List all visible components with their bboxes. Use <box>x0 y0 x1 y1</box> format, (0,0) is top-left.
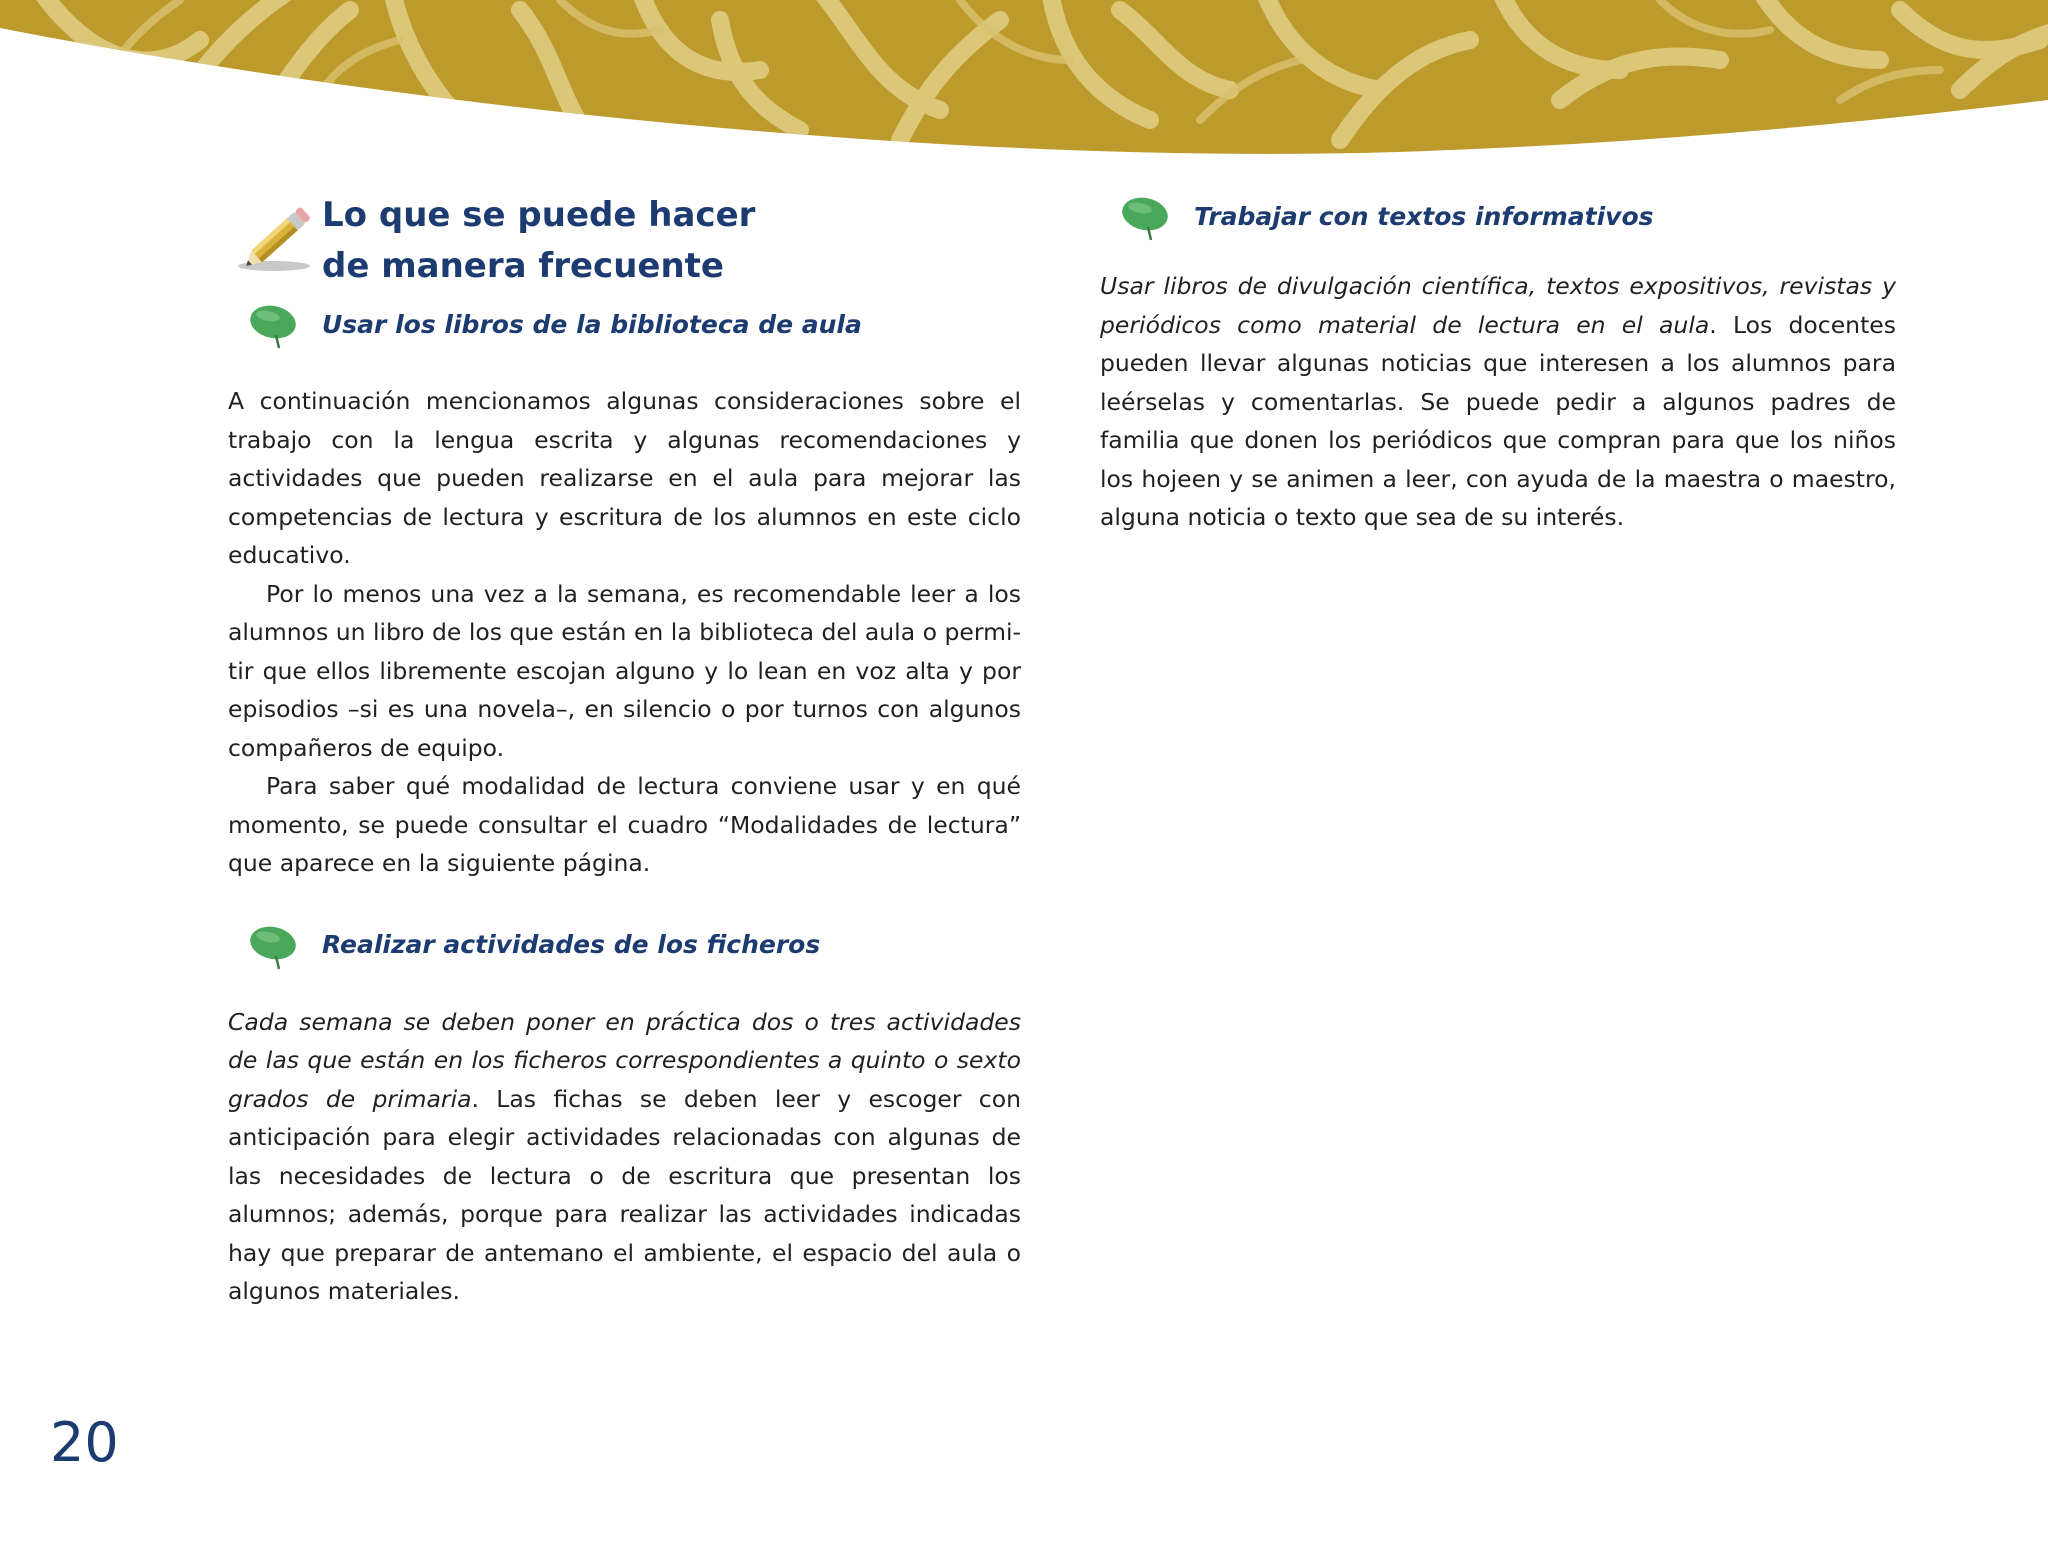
right-column <box>1100 190 1896 537</box>
left-column <box>228 190 1021 1311</box>
paragraph-text: . Las fichas se deben leer y escoger con anticipación para elegir actividades relacionadas con algunas de las necesidades de lectura o de escritura que presentan los alumnos; además, porque para realizar las actividades indicadas hay que preparar de antemano el ambiente, el espacio del aula o algunos materiales. <box>228 1084 1021 1305</box>
section-heading-textos <box>1100 190 1896 242</box>
section-title-textos: Trabajar con textos informativos <box>1194 201 1654 231</box>
paragraph: Por lo menos una vez a la semana, es recomendable leer a los alumnos un libro de los que están en la biblioteca del aula o permitir que ellos libremente escojan alguno y lo lean en voz alta y por episodios –si es una novela–, en silencio o por turnos con algunos compañeros de equipo. <box>228 579 1021 762</box>
leaf-icon <box>246 302 302 350</box>
paragraph: Para saber qué modalidad de lectura conviene usar y en qué momento, se puede consultar el cuadro “Modalidades de lectura” que aparece en la siguiente página. <box>228 772 1021 877</box>
paragraph-text: . Los docentes pueden llevar algunas noticias que interesen a los alumnos para leérselas y comentarlas. Se puede pedir a algunos padres de familia que donen los periódicos que compran para que los niños los hojeen y se animen a leer, con ayuda de la maestra o maestro, alguna noticia o texto que sea de su interés. <box>1100 310 1896 531</box>
leaf-icon <box>1118 194 1174 242</box>
main-heading-line2: de manera frecuente <box>322 246 724 286</box>
section-title-ficheros: Realizar actividades de los ficheros <box>322 930 821 959</box>
leaf-icon <box>246 923 302 971</box>
page-number: 20 <box>50 1411 119 1474</box>
header-banner <box>0 0 2048 170</box>
section-heading-ficheros <box>228 919 1021 971</box>
paragraph: A continuación mencionamos algunas consideraciones sobre el trabajo con la lengua escrita y algunas recomendaciones y actividades que pueden realizarse en el aula para mejorar las competencias de lectura y escritura de los alumnos en este ciclo educativo. <box>228 387 1021 569</box>
paragraph <box>228 1003 1021 1311</box>
section-heading-biblioteca <box>228 298 1021 350</box>
pencil-icon <box>234 190 324 280</box>
main-heading <box>228 190 1021 298</box>
section-title-biblioteca: Usar los libros de la biblioteca de aula <box>322 309 862 339</box>
paragraph-emphasis: Usar libros de divulgación científica, textos expositivos, revistas y periódicos como material de lectura en el aula <box>1100 272 1896 339</box>
paragraph-emphasis: Cada semana se deben poner en práctica dos o tres actividades de las que están en los ficheros correspondientes a quinto o sexto grados de primaria <box>228 1007 1021 1113</box>
paragraph <box>1100 267 1896 537</box>
main-heading-line1: Lo que se puede hacer <box>322 195 756 235</box>
